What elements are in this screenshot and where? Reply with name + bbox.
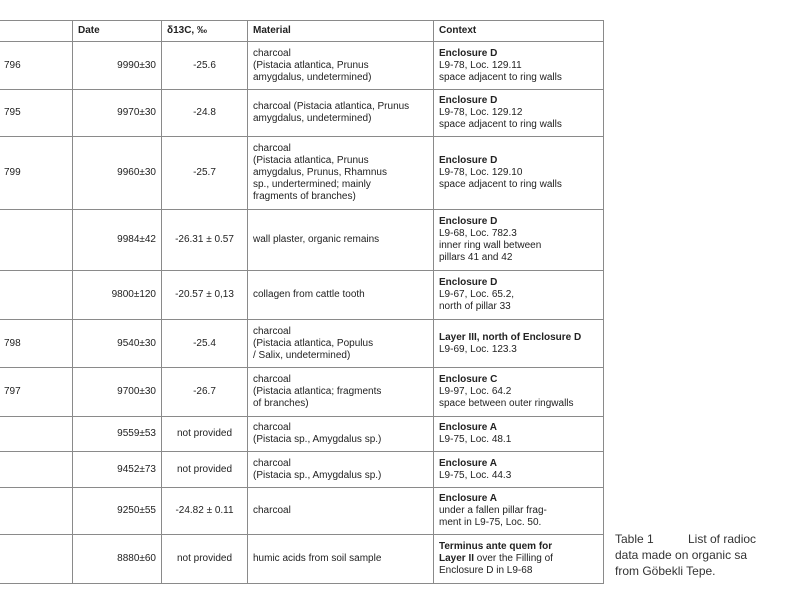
- table-row: [0, 417, 604, 452]
- material-line: of branches): [253, 398, 309, 409]
- table-caption: [615, 531, 800, 579]
- context-heading: Enclosure D: [439, 47, 498, 59]
- cell-context: [434, 452, 604, 488]
- cell-lab-id: [0, 535, 73, 584]
- header-lab-id: [0, 21, 73, 42]
- context-heading: Enclosure D: [439, 277, 498, 288]
- material-line: charcoal (Pistacia atlantica, Prunus: [253, 101, 410, 112]
- cell-lab-id: [0, 452, 73, 488]
- cell-d13c: -24.82 ± 0.11: [162, 488, 248, 535]
- cell-date: 9970±30: [73, 90, 162, 137]
- context-line: L9-69, Loc. 123.3: [439, 343, 517, 355]
- context-line: space between outer ringwalls: [439, 398, 574, 409]
- context-line: space adjacent to ring walls: [439, 119, 562, 130]
- material-line: / Salix, undetermined): [253, 349, 351, 361]
- cell-d13c: -26.7: [162, 368, 248, 417]
- context-heading: Enclosure D: [439, 95, 498, 106]
- context-line: L9-68, Loc. 782.3: [439, 228, 517, 239]
- material-line: charcoal: [253, 457, 291, 469]
- table-row: [0, 488, 604, 535]
- cell-lab-id: [0, 488, 73, 535]
- context-heading: Enclosure D: [439, 155, 498, 166]
- cell-lab-id: 795: [0, 90, 73, 137]
- radiocarbon-table-container: [0, 20, 604, 584]
- table-row: [0, 320, 604, 368]
- table-row: [0, 535, 604, 584]
- table-row: [0, 271, 604, 320]
- cell-date: 9990±30: [73, 42, 162, 90]
- material-line: wall plaster, organic remains: [253, 234, 380, 245]
- radiocarbon-table: [0, 20, 604, 584]
- cell-lab-id: [0, 271, 73, 320]
- context-inline-text: over the Filling of: [474, 553, 553, 564]
- context-line: pillars 41 and 42: [439, 252, 513, 263]
- context-line: L9-78, Loc. 129.11: [439, 59, 522, 71]
- cell-material: [248, 452, 434, 488]
- caption-label: Table 1: [615, 532, 654, 546]
- context-heading: Enclosure A: [439, 422, 497, 433]
- cell-material: [248, 90, 434, 137]
- cell-d13c: -24.8: [162, 90, 248, 137]
- material-line: (Pistacia sp., Amygdalus sp.): [253, 469, 382, 481]
- cell-context: [434, 42, 604, 90]
- cell-lab-id: [0, 417, 73, 452]
- cell-context: [434, 368, 604, 417]
- cell-d13c: -20.57 ± 0,13: [162, 271, 248, 320]
- material-line: fragments of branches): [253, 191, 356, 202]
- cell-d13c: -25.6: [162, 42, 248, 90]
- cell-date: 9800±120: [73, 271, 162, 320]
- material-line: (Pistacia atlantica, Prunus: [253, 59, 369, 71]
- context-line: L9-78, Loc. 129.12: [439, 107, 523, 118]
- table-row: [0, 210, 604, 271]
- context-heading: Enclosure A: [439, 457, 497, 469]
- caption-line-2: data made on organic sa: [615, 548, 748, 562]
- cell-material: [248, 210, 434, 271]
- material-line: charcoal: [253, 374, 291, 385]
- cell-lab-id: 799: [0, 137, 73, 210]
- material-line: charcoal: [253, 143, 291, 154]
- cell-material: [248, 320, 434, 368]
- cell-date: 9700±30: [73, 368, 162, 417]
- material-line: charcoal: [253, 422, 291, 433]
- context-heading: Enclosure D: [439, 216, 498, 227]
- header-material: Material: [248, 21, 434, 42]
- cell-date: 9250±55: [73, 488, 162, 535]
- cell-context: [434, 417, 604, 452]
- context-line: [439, 553, 598, 565]
- context-line: space adjacent to ring walls: [439, 71, 562, 83]
- table-row: [0, 137, 604, 210]
- context-line: space adjacent to ring walls: [439, 179, 562, 190]
- cell-d13c: not provided: [162, 417, 248, 452]
- cell-context: [434, 271, 604, 320]
- context-line: under a fallen pillar frag-: [439, 505, 547, 516]
- table-row: [0, 368, 604, 417]
- table-row: [0, 42, 604, 90]
- table-row: [0, 452, 604, 488]
- cell-material: [248, 137, 434, 210]
- cell-d13c: -26.31 ± 0.57: [162, 210, 248, 271]
- material-line: (Pistacia atlantica; fragments: [253, 386, 382, 397]
- cell-date: 9452±73: [73, 452, 162, 488]
- material-line: collagen from cattle tooth: [253, 289, 365, 300]
- cell-context: [434, 535, 604, 584]
- material-line: (Pistacia atlantica, Prunus: [253, 155, 369, 166]
- cell-material: [248, 535, 434, 584]
- header-date: Date: [73, 21, 162, 42]
- cell-d13c: not provided: [162, 452, 248, 488]
- context-line: L9-75, Loc. 48.1: [439, 434, 512, 445]
- cell-context: [434, 320, 604, 368]
- cell-d13c: -25.4: [162, 320, 248, 368]
- material-line: (Pistacia sp., Amygdalus sp.): [253, 434, 382, 445]
- material-line: humic acids from soil sample: [253, 553, 382, 564]
- cell-date: 8880±60: [73, 535, 162, 584]
- context-line: L9-78, Loc. 129.10: [439, 167, 523, 178]
- cell-context: [434, 210, 604, 271]
- material-line: charcoal: [253, 325, 291, 337]
- material-line: amygdalus, undetermined): [253, 71, 372, 83]
- context-line: inner ring wall between: [439, 240, 542, 251]
- caption-line-3: from Göbekli Tepe.: [615, 564, 716, 578]
- header-d13c: δ13C, ‰: [162, 21, 248, 42]
- context-heading: Layer III, north of Enclosure D: [439, 331, 582, 343]
- context-line: north of pillar 33: [439, 301, 511, 312]
- cell-material: [248, 271, 434, 320]
- context-line: L9-97, Loc. 64.2: [439, 386, 512, 397]
- cell-d13c: not provided: [162, 535, 248, 584]
- cell-lab-id: 796: [0, 42, 73, 90]
- caption-text-1: List of radioc: [688, 532, 757, 546]
- material-line: charcoal: [253, 47, 291, 59]
- context-line: Enclosure D in L9-68: [439, 565, 533, 576]
- cell-lab-id: 798: [0, 320, 73, 368]
- context-heading: Terminus ante quem for: [439, 541, 553, 552]
- material-line: amygdalus, Prunus, Rhamnus: [253, 167, 387, 178]
- context-heading: Enclosure C: [439, 374, 498, 385]
- context-heading-inline: Layer II: [439, 553, 475, 564]
- cell-material: [248, 417, 434, 452]
- material-line: sp., undertermined; mainly: [253, 179, 371, 190]
- cell-material: [248, 42, 434, 90]
- table-header-row: [0, 21, 604, 42]
- cell-context: [434, 90, 604, 137]
- cell-context: [434, 488, 604, 535]
- cell-date: 9984±42: [73, 210, 162, 271]
- header-context: Context: [434, 21, 604, 42]
- cell-material: [248, 488, 434, 535]
- context-line: L9-75, Loc. 44.3: [439, 469, 512, 481]
- cell-d13c: -25.7: [162, 137, 248, 210]
- material-line: charcoal: [253, 505, 291, 516]
- caption-line-1: [615, 531, 800, 547]
- cell-date: 9960±30: [73, 137, 162, 210]
- table-body: [0, 42, 604, 584]
- material-line: amygdalus, undetermined): [253, 113, 372, 124]
- material-line: (Pistacia atlantica, Populus: [253, 337, 374, 349]
- cell-lab-id: 797: [0, 368, 73, 417]
- context-line: ment in L9-75, Loc. 50.: [439, 517, 542, 528]
- cell-lab-id: [0, 210, 73, 271]
- table-row: [0, 90, 604, 137]
- cell-material: [248, 368, 434, 417]
- cell-context: [434, 137, 604, 210]
- context-heading: Enclosure A: [439, 493, 497, 504]
- context-line: L9-67, Loc. 65.2,: [439, 289, 515, 300]
- cell-date: 9540±30: [73, 320, 162, 368]
- cell-date: 9559±53: [73, 417, 162, 452]
